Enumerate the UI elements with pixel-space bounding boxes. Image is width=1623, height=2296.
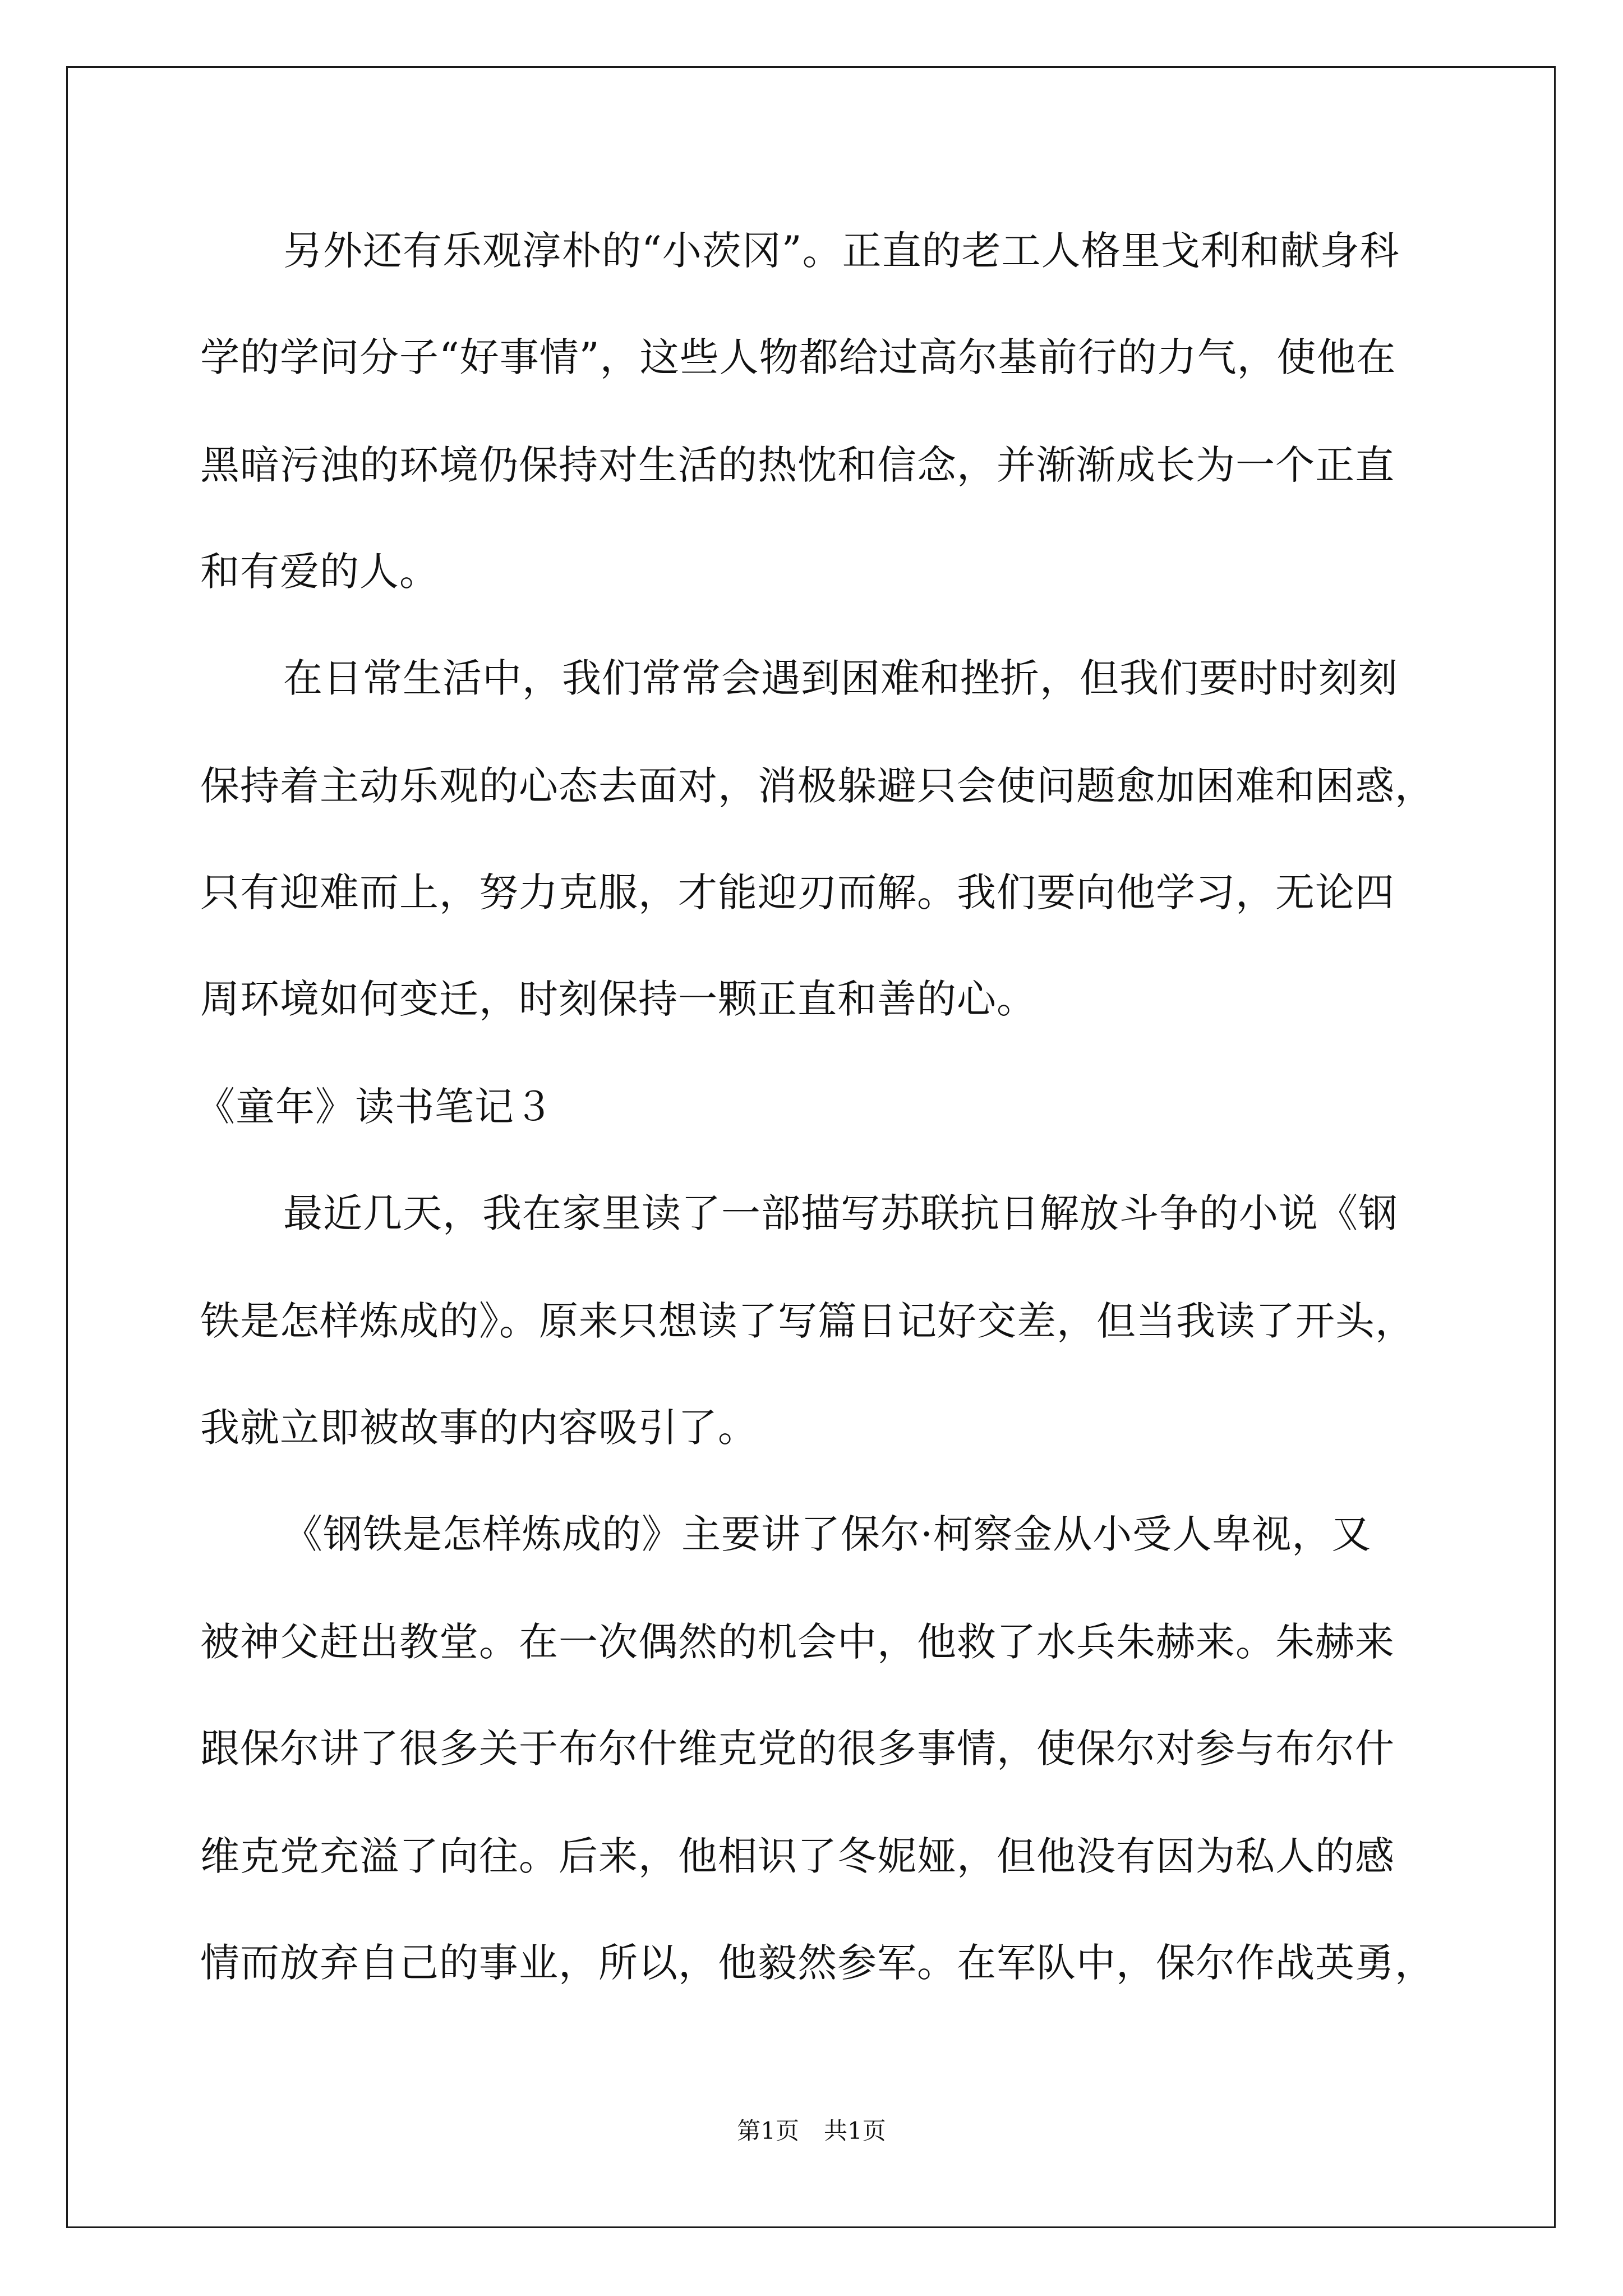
text-line: 情而放弃自己的事业，所以，他毅然参军。在军队中，保尔作战英勇， xyxy=(200,1940,1435,1986)
text-line: 铁是怎样炼成的》。原来只想读了写篇日记好交差，但当我读了开头， xyxy=(200,1298,1415,1344)
text-line: 保持着主动乐观的心态去面对，消极躲避只会使问题愈加困难和困惑， xyxy=(200,763,1435,809)
page-number: 第1页 xyxy=(737,2117,799,2145)
text-line: 维克党充溢了向往。后来，他相识了冬妮娅，但他没有因为私人的感 xyxy=(200,1833,1395,1879)
text-line: 另外还有乐观淳朴的“小茨冈”。正直的老工人格里戈利和献身科 xyxy=(283,228,1400,274)
page-footer xyxy=(0,2119,1623,2143)
page-total: 共1页 xyxy=(824,2117,886,2145)
text-line: 我就立即被故事的内容吸引了。 xyxy=(200,1405,758,1451)
text-line: 在日常生活中，我们常常会遇到困难和挫折，但我们要时时刻刻 xyxy=(283,655,1398,701)
text-line: 被神父赶出教堂。在一次偶然的机会中，他救了水兵朱赫来。朱赫来 xyxy=(200,1619,1395,1665)
text-line: 只有迎难而上，努力克服，才能迎刃而解。我们要向他学习，无论四 xyxy=(200,869,1395,915)
text-line: 周环境如何变迁，时刻保持一颗正直和善的心。 xyxy=(200,976,1036,1022)
text-line: 跟保尔讲了很多关于布尔什维克党的很多事情，使保尔对参与布尔什 xyxy=(200,1726,1395,1772)
section-heading: 《童年》读书笔记３ xyxy=(196,1084,554,1130)
text-line: 最近几天，我在家里读了一部描写苏联抗日解放斗争的小说《钢 xyxy=(283,1190,1398,1236)
text-line: 学的学问分子“好事情”，这些人物都给过高尔基前行的力气，使他在 xyxy=(200,334,1396,380)
page-border xyxy=(66,66,1556,2228)
text-line: 和有爱的人。 xyxy=(200,549,439,595)
text-line: 《钢铁是怎样炼成的》主要讲了保尔·柯察金从小受人卑视，又 xyxy=(283,1511,1372,1557)
text-line: 黑暗污浊的环境仍保持对生活的热忱和信念，并渐渐成长为一个正直 xyxy=(200,442,1395,488)
